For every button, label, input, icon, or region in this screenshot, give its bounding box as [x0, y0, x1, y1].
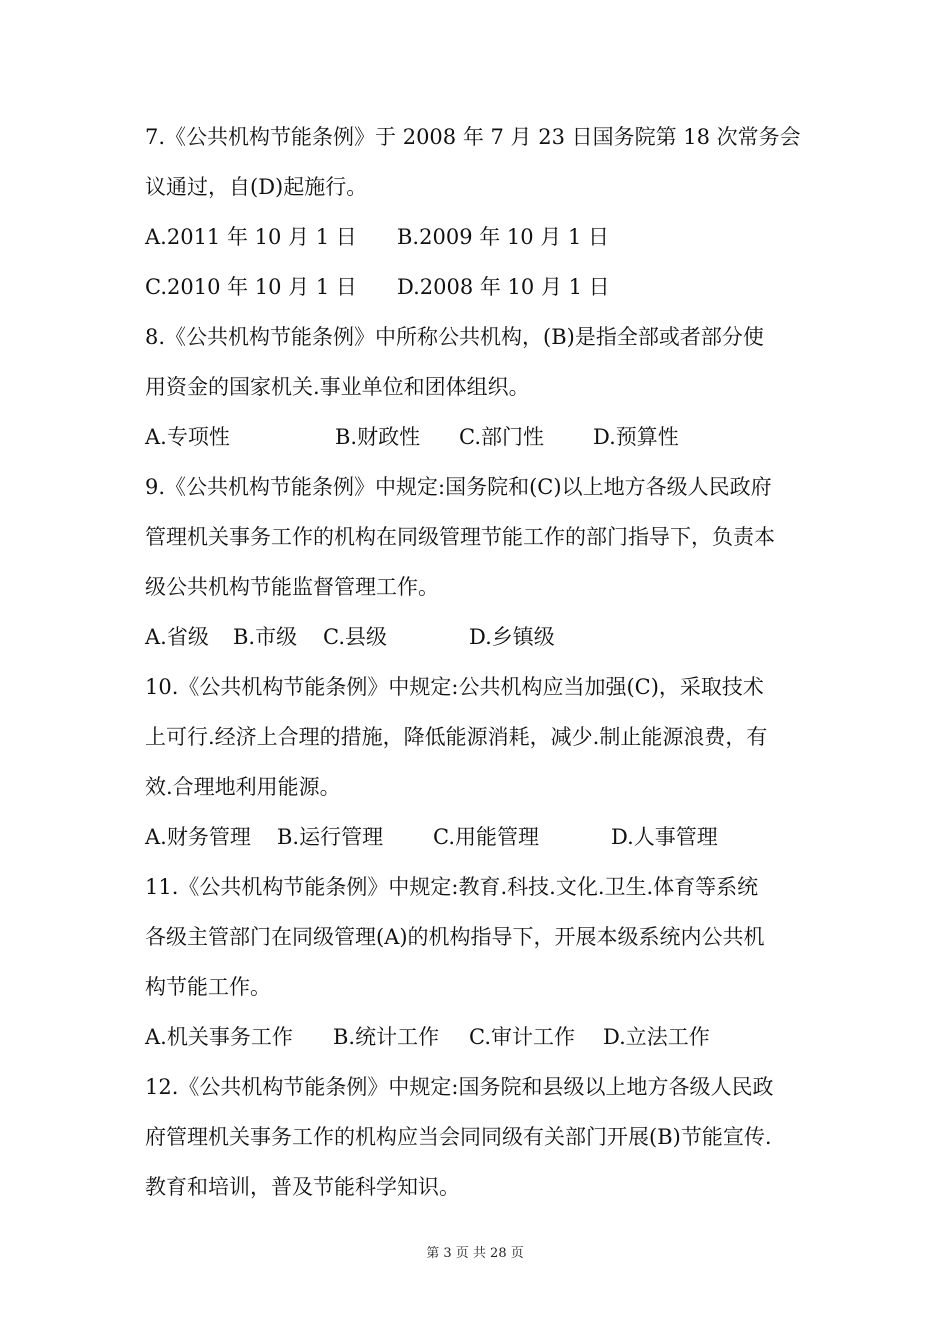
question-8-line-2: 用资金的国家机关.事业单位和团体组织。 [145, 375, 530, 399]
question-11-option-a: A.机关事务工作 [145, 1025, 293, 1049]
question-8-option-a: A.专项性 [145, 425, 230, 449]
question-7-options-row-1 [145, 212, 825, 262]
question-10-option-b: B.运行管理 [277, 825, 384, 849]
question-9-option-d: D.乡镇级 [469, 625, 555, 649]
page-footer: 第 3 页 共 28 页 [426, 1246, 524, 1261]
question-10-option-a: A.财务管理 [145, 825, 251, 849]
question-10-line-3: 效.合理地利用能源。 [145, 775, 341, 799]
question-7-option-a: A.2011 年 10 月 1 日 [145, 225, 357, 249]
question-list [145, 112, 825, 1212]
question-11-options [145, 1012, 825, 1062]
question-12-line-3: 教育和培训，普及节能科学知识。 [145, 1175, 460, 1199]
question-7-option-c: C.2010 年 10 月 1 日 [145, 275, 357, 299]
question-12-line-2: 府管理机关事务工作的机构应当会同同级有关部门开展(B)节能宣传. [145, 1125, 772, 1149]
question-7-options-row-2 [145, 262, 825, 312]
question-8-line-1: 8.《公共机构节能条例》中所称公共机构，(B)是指全部或者部分使 [145, 325, 764, 349]
question-10-option-c: C.用能管理 [433, 825, 539, 849]
question-8-option-d: D.预算性 [593, 425, 679, 449]
question-8-options [145, 412, 825, 462]
question-7-option-d: D.2008 年 10 月 1 日 [397, 275, 610, 299]
question-9-options [145, 612, 825, 662]
question-8-option-b: B.财政性 [335, 425, 421, 449]
question-7-line-1: 7.《公共机构节能条例》于 2008 年 7 月 23 日国务院第 18 次常务会 [145, 125, 801, 149]
question-11-line-3: 构节能工作。 [145, 975, 271, 999]
question-10-options [145, 812, 825, 862]
question-9-option-b: B.市级 [233, 625, 298, 649]
question-9-option-a: A.省级 [145, 625, 209, 649]
question-7-line-2: 议通过，自(D)起施行。 [145, 175, 368, 199]
question-12-line-1: 12.《公共机构节能条例》中规定:国务院和县级以上地方各级人民政 [145, 1075, 774, 1099]
question-10-option-d: D.人事管理 [611, 825, 718, 849]
question-11-option-b: B.统计工作 [333, 1025, 440, 1049]
question-11-line-2: 各级主管部门在同级管理(A)的机构指导下，开展本级系统内公共机 [145, 925, 765, 949]
question-10-line-2: 上可行.经济上合理的措施，降低能源消耗，减少.制止能源浪费，有 [145, 725, 768, 749]
question-11-option-d: D.立法工作 [603, 1025, 710, 1049]
question-9-line-3: 级公共机构节能监督管理工作。 [145, 575, 439, 599]
question-9-line-2: 管理机关事务工作的机构在同级管理节能工作的部门指导下，负责本 [145, 525, 775, 549]
question-9-option-c: C.县级 [323, 625, 387, 649]
question-11-line-1: 11.《公共机构节能条例》中规定:教育.科技.文化.卫生.体育等系统 [145, 875, 759, 899]
question-9-line-1: 9.《公共机构节能条例》中规定:国务院和(C)以上地方各级人民政府 [145, 475, 772, 499]
question-7-option-b: B.2009 年 10 月 1 日 [397, 225, 610, 249]
question-10-line-1: 10.《公共机构节能条例》中规定:公共机构应当加强(C)，采取技术 [145, 675, 764, 699]
question-11-option-c: C.审计工作 [469, 1025, 575, 1049]
question-8-option-c: C.部门性 [459, 425, 544, 449]
